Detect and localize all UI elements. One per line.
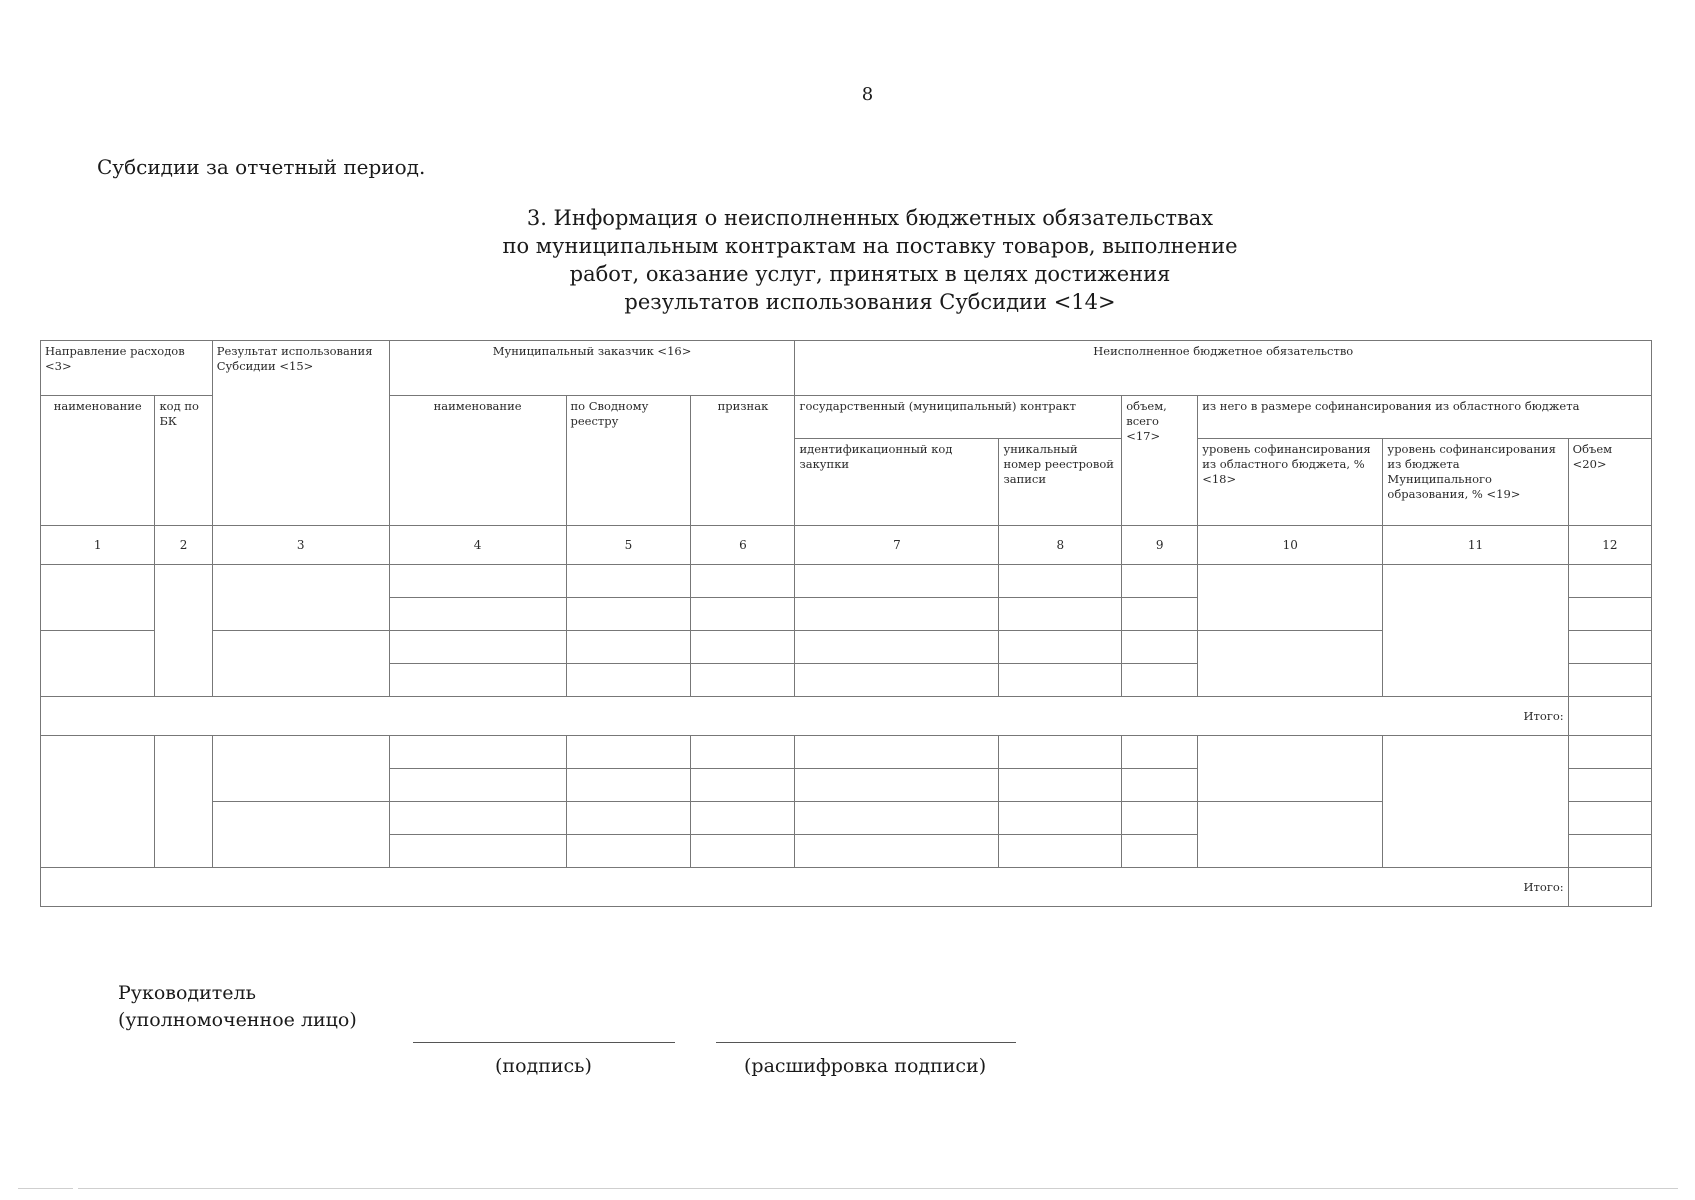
- header-sign: признак: [691, 396, 795, 526]
- title-line-2: по муниципальным контрактам на поставку товаров, выполнение: [502, 234, 1238, 258]
- header-cofinancing: из него в размере софинансирования из областного бюджета: [1198, 396, 1652, 439]
- table-cell[interactable]: [795, 802, 999, 835]
- table-cell[interactable]: [1122, 664, 1198, 697]
- table-cell[interactable]: [155, 736, 212, 868]
- header-registry: по Сводному реестру: [566, 396, 691, 526]
- table-cell[interactable]: [1122, 598, 1198, 631]
- table-cell[interactable]: [1122, 736, 1198, 769]
- column-number: 7: [795, 526, 999, 565]
- obligations-table: [40, 340, 1652, 907]
- table-cell[interactable]: [389, 565, 566, 598]
- table-cell[interactable]: [41, 736, 155, 868]
- obligations-table-container: [40, 340, 1652, 907]
- table-cell[interactable]: [389, 835, 566, 868]
- header-municipal-level: уровень софинансирования из бюджета Муниципального образования, % <19>: [1383, 439, 1568, 526]
- table-cell[interactable]: [1122, 631, 1198, 664]
- table-cell[interactable]: [1568, 835, 1651, 868]
- table-cell[interactable]: [566, 769, 691, 802]
- table-cell[interactable]: [1568, 769, 1651, 802]
- signature-decoding-line[interactable]: [716, 1042, 1016, 1043]
- table-cell[interactable]: [1198, 631, 1383, 697]
- table-cell[interactable]: [566, 736, 691, 769]
- signature-decoding-caption: (расшифровка подписи): [744, 1055, 987, 1077]
- table-cell[interactable]: [1122, 802, 1198, 835]
- column-number: 10: [1198, 526, 1383, 565]
- table-cell[interactable]: [212, 565, 389, 631]
- table-cell[interactable]: [389, 769, 566, 802]
- table-cell[interactable]: [795, 769, 999, 802]
- table-cell[interactable]: [41, 565, 155, 631]
- table-cell[interactable]: [999, 598, 1122, 631]
- table-cell[interactable]: [212, 736, 389, 802]
- table-cell[interactable]: [41, 631, 155, 697]
- column-number: 2: [155, 526, 212, 565]
- table-cell[interactable]: [691, 835, 795, 868]
- signature-caption: (подпись): [495, 1055, 592, 1077]
- table-cell[interactable]: [691, 736, 795, 769]
- table-cell[interactable]: [1122, 565, 1198, 598]
- header-volume-total: объем, всего <17>: [1122, 396, 1198, 526]
- table-cell[interactable]: [691, 769, 795, 802]
- column-number: 1: [41, 526, 155, 565]
- intro-text: Субсидии за отчетный период.: [97, 155, 426, 179]
- header-volume: Объем <20>: [1568, 439, 1651, 526]
- table-cell[interactable]: [999, 769, 1122, 802]
- table-cell[interactable]: [795, 631, 999, 664]
- column-number: 5: [566, 526, 691, 565]
- table-cell[interactable]: [1568, 565, 1651, 598]
- table-cell[interactable]: [389, 598, 566, 631]
- signer-role-line-1: Руководитель: [118, 982, 256, 1004]
- table-cell[interactable]: [212, 631, 389, 697]
- total-label: Итого:: [41, 868, 1569, 907]
- table-cell[interactable]: [389, 736, 566, 769]
- footer-rule: [78, 1188, 1678, 1189]
- signature-line[interactable]: [413, 1042, 675, 1043]
- table-cell[interactable]: [795, 736, 999, 769]
- table-cell[interactable]: [566, 664, 691, 697]
- table-cell[interactable]: [795, 835, 999, 868]
- table-cell[interactable]: [389, 802, 566, 835]
- header-customer-name: наименование: [389, 396, 566, 526]
- table-cell[interactable]: [1568, 802, 1651, 835]
- column-number: 12: [1568, 526, 1651, 565]
- table-cell[interactable]: [999, 736, 1122, 769]
- table-cell[interactable]: [691, 664, 795, 697]
- table-cell[interactable]: [1568, 664, 1651, 697]
- table-cell[interactable]: [795, 565, 999, 598]
- table-cell[interactable]: [999, 802, 1122, 835]
- table-cell[interactable]: [691, 802, 795, 835]
- total-value-cell[interactable]: [1568, 697, 1651, 736]
- table-cell[interactable]: [1198, 565, 1383, 631]
- table-cell[interactable]: [566, 565, 691, 598]
- column-number: 3: [212, 526, 389, 565]
- table-cell[interactable]: [999, 835, 1122, 868]
- table-cell[interactable]: [691, 631, 795, 664]
- section-title: [470, 204, 1270, 316]
- header-purchase-id: идентификационный код закупки: [795, 439, 999, 526]
- header-registry-number: уникальный номер реестровой записи: [999, 439, 1122, 526]
- column-number: 4: [389, 526, 566, 565]
- header-expense-direction: Направление расходов <3>: [41, 341, 213, 396]
- table-cell[interactable]: [1198, 736, 1383, 802]
- header-regional-level: уровень софинансирования из областного бюджета, % <18>: [1198, 439, 1383, 526]
- table-cell[interactable]: [795, 664, 999, 697]
- title-line-1: 3. Информация о неисполненных бюджетных обязательствах: [526, 206, 1214, 230]
- header-bk-code: код по БК: [155, 396, 212, 526]
- table-cell[interactable]: [691, 598, 795, 631]
- signer-role-line-2: (уполномоченное лицо): [118, 1009, 357, 1031]
- table-cell[interactable]: [999, 631, 1122, 664]
- table-cell[interactable]: [999, 565, 1122, 598]
- table-cell[interactable]: [566, 835, 691, 868]
- page-number: 8: [861, 84, 874, 105]
- table-cell[interactable]: [566, 598, 691, 631]
- table-cell[interactable]: [566, 802, 691, 835]
- total-value-cell[interactable]: [1568, 868, 1651, 907]
- table-cell[interactable]: [1568, 631, 1651, 664]
- table-cell[interactable]: [566, 631, 691, 664]
- signature-block: [118, 980, 357, 1034]
- column-number: 8: [999, 526, 1122, 565]
- title-line-3: работ, оказание услуг, принятых в целях достижения: [569, 262, 1171, 286]
- header-contract: государственный (муниципальный) контракт: [795, 396, 1122, 439]
- header-obligation: Неисполненное бюджетное обязательство: [795, 341, 1652, 396]
- table-cell[interactable]: [1122, 835, 1198, 868]
- table-cell[interactable]: [1122, 769, 1198, 802]
- header-customer: Муниципальный заказчик <16>: [389, 341, 795, 396]
- header-result: Результат использования Субсидии <15>: [212, 341, 389, 526]
- table-cell[interactable]: [1383, 565, 1568, 697]
- table-cell[interactable]: [212, 802, 389, 868]
- table-cell[interactable]: [999, 664, 1122, 697]
- table-cell[interactable]: [155, 565, 212, 697]
- column-number: 6: [691, 526, 795, 565]
- column-number: 9: [1122, 526, 1198, 565]
- table-cell[interactable]: [1383, 736, 1568, 868]
- table-cell[interactable]: [1198, 802, 1383, 868]
- total-label: Итого:: [41, 697, 1569, 736]
- table-cell[interactable]: [1568, 736, 1651, 769]
- table-cell[interactable]: [1568, 598, 1651, 631]
- title-line-4: результатов использования Субсидии <14>: [624, 290, 1116, 314]
- header-name: наименование: [41, 396, 155, 526]
- table-cell[interactable]: [691, 565, 795, 598]
- table-cell[interactable]: [389, 631, 566, 664]
- column-number: 11: [1383, 526, 1568, 565]
- table-cell[interactable]: [389, 664, 566, 697]
- footer-rule-left: [18, 1188, 73, 1189]
- table-cell[interactable]: [795, 598, 999, 631]
